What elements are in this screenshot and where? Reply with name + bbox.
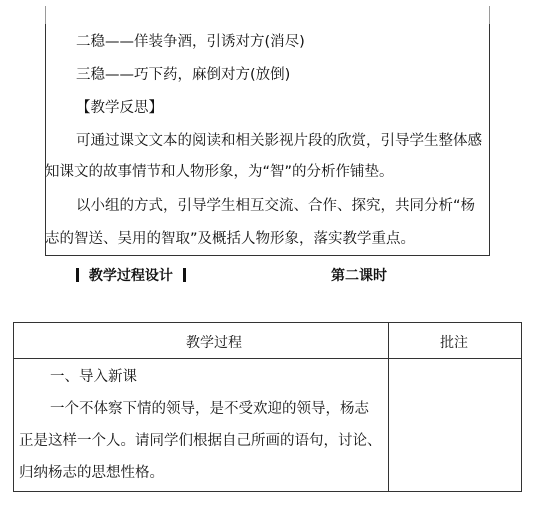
table-header-process: 教学过程 bbox=[186, 335, 242, 351]
section-title-left-bar bbox=[76, 268, 79, 282]
table-header-divider bbox=[14, 358, 521, 359]
crop-mark-top-right-vertical bbox=[489, 6, 490, 24]
top-content-box bbox=[45, 24, 490, 256]
table-column-divider bbox=[388, 323, 389, 491]
step-three-line: 三稳——巧下药，麻倒对方(放倒) bbox=[76, 67, 291, 83]
section-title-right-bar bbox=[183, 268, 186, 282]
reflection-paragraph-2-line-1: 以小组的方式，引导学生相互交流、合作、探究，共同分析“杨 bbox=[76, 198, 476, 214]
crop-mark-top-left-vertical bbox=[45, 6, 46, 24]
teaching-process-table bbox=[13, 322, 522, 492]
table-cell-line-1: 一个不体察下情的领导，是不受欢迎的领导，杨志 bbox=[50, 401, 369, 417]
reflection-paragraph-1-line-2: 知课文的故事情节和人物形象，为“智”的分析作铺垫。 bbox=[45, 164, 394, 180]
reflection-heading: 【教学反思】 bbox=[76, 100, 163, 116]
step-two-line: 二稳——佯装争酒，引诱对方(消尽) bbox=[76, 34, 305, 50]
lesson-label: 第二课时 bbox=[331, 268, 387, 284]
table-header-notes: 批注 bbox=[440, 335, 468, 351]
reflection-paragraph-2-line-2: 志的智送、吴用的智取”及概括人物形象，落实教学重点。 bbox=[45, 231, 416, 247]
table-cell-line-2: 正是这样一个人。请同学们根据自己所画的语句，讨论、 bbox=[19, 433, 382, 449]
section-title-text: 教学过程设计 bbox=[88, 268, 173, 284]
reflection-paragraph-1-line-1: 可通过课文文本的阅读和相关影视片段的欣赏，引导学生整体感 bbox=[76, 133, 482, 149]
table-cell-line-3: 归纳杨志的思想性格。 bbox=[19, 465, 164, 481]
table-cell-heading: 一、导入新课 bbox=[50, 369, 137, 385]
section-title bbox=[76, 265, 186, 285]
